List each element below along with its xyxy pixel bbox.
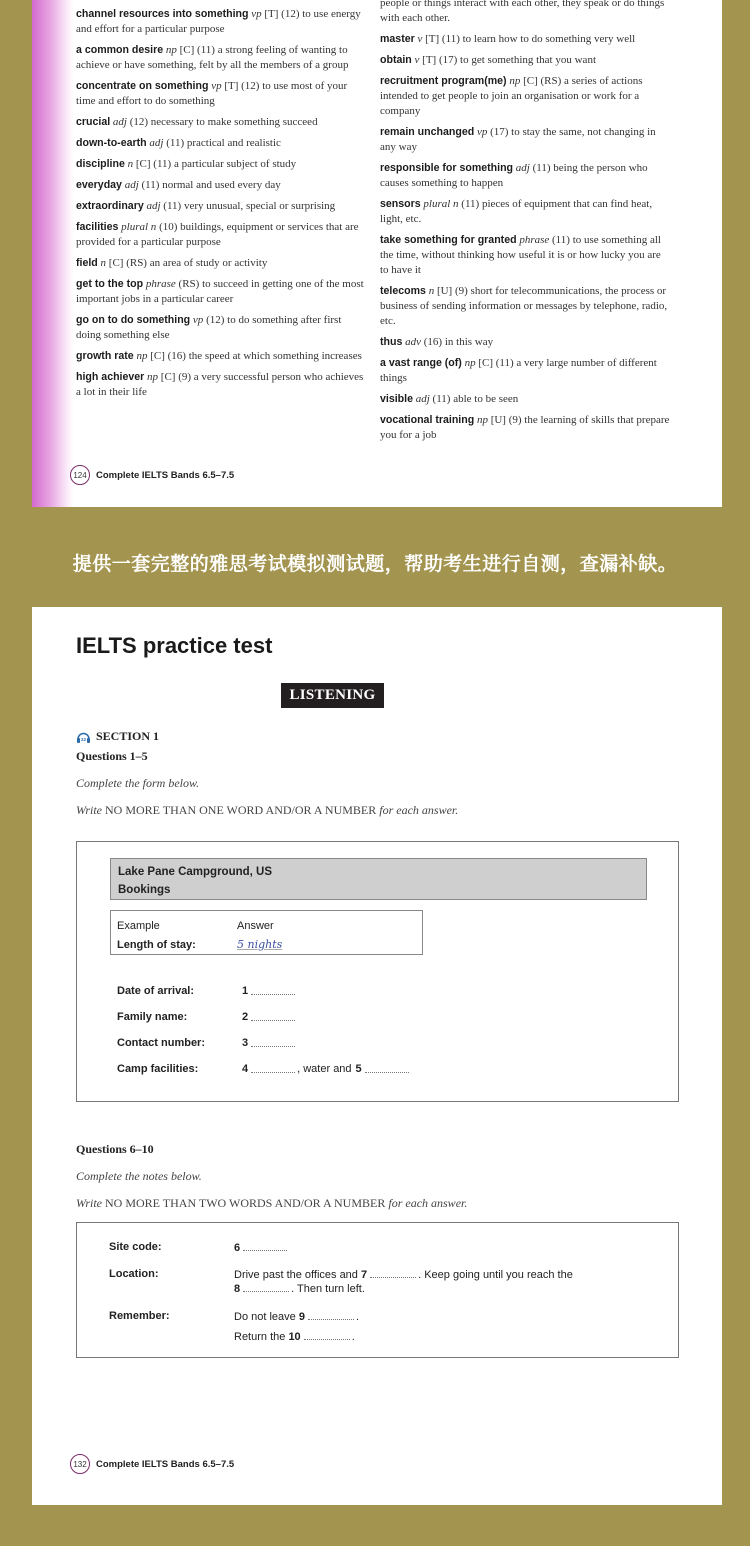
notes-box bbox=[76, 1222, 679, 1358]
word-limit-instruction-1: Write NO MORE THAN ONE WORD AND/OR A NUMBER for each answer. bbox=[76, 803, 459, 817]
glossary-entry bbox=[380, 74, 670, 119]
glossary-term: responsible for something bbox=[380, 162, 514, 174]
glossary-term: visible bbox=[380, 393, 413, 405]
entry-meta: [C] (9) bbox=[160, 371, 192, 383]
entry-meta: [C] (11) bbox=[135, 158, 172, 170]
glossary-term: obtain bbox=[380, 54, 412, 66]
form-row-contact: Contact number: 3 bbox=[117, 1037, 297, 1049]
glossary-term: channel resources into something bbox=[76, 8, 249, 20]
glossary-entry bbox=[380, 392, 670, 407]
entry-definition: a series of actions intended to get people to join an organisation or work for a company bbox=[380, 75, 643, 117]
entry-definition: an area of study or activity bbox=[149, 257, 268, 269]
entry-meta: (11) bbox=[141, 179, 160, 191]
part-of-speech: adj bbox=[415, 393, 430, 405]
entry-definition: a very successful person who achieves a lot in their life bbox=[76, 371, 364, 398]
part-of-speech: v bbox=[417, 33, 423, 45]
glossary-term: crucial bbox=[76, 116, 111, 128]
pink-margin-band bbox=[32, 0, 74, 507]
entry-definition: to get something that you want bbox=[460, 54, 596, 66]
part-of-speech: phrase bbox=[145, 278, 176, 290]
entry-definition: to succeed in getting one of the most important jobs in a particular career bbox=[76, 278, 364, 305]
entry-definition: a strong feeling of wanting to achieve or have something, felt by all the members of a group bbox=[76, 44, 349, 71]
glossary-entry bbox=[76, 115, 366, 130]
answer-blank-2[interactable] bbox=[251, 1013, 295, 1021]
location-value: Drive past the offices and 7 . Keep going until you reach the 8 . Then turn left. bbox=[234, 1269, 573, 1295]
glossary-term: take something for granted bbox=[380, 234, 517, 246]
entry-meta: (16) bbox=[423, 336, 443, 348]
entry-meta: (11) bbox=[166, 137, 185, 149]
entry-meta: [T] (12) bbox=[224, 80, 260, 92]
page-number-badge: 132 bbox=[70, 1454, 90, 1474]
glossary-term: concentrate on something bbox=[76, 80, 209, 92]
entry-meta: (17) bbox=[490, 126, 509, 138]
notes-instruction: Complete the notes below. bbox=[76, 1169, 202, 1183]
glossary-term: get to the top bbox=[76, 278, 144, 290]
part-of-speech: n bbox=[127, 158, 134, 170]
entry-definition: to use most of your time and effort to do something bbox=[76, 80, 348, 107]
glossary-entry bbox=[380, 335, 670, 350]
promo-banner: 提供一套完整的雅思考试模拟测试题，帮助考生进行自测，查漏补缺。 bbox=[72, 553, 678, 575]
part-of-speech: np bbox=[509, 75, 521, 87]
entry-meta: (11) bbox=[432, 393, 451, 405]
glossary-term: vocational training bbox=[380, 414, 475, 426]
part-of-speech: plural n bbox=[121, 221, 157, 233]
glossary-entry bbox=[76, 370, 366, 400]
glossary-entry bbox=[76, 79, 366, 109]
entry-meta: (11) bbox=[552, 234, 570, 246]
glossary-entry bbox=[380, 284, 670, 329]
entry-meta: [U] (9) bbox=[490, 414, 522, 426]
part-of-speech: n bbox=[428, 285, 435, 297]
entry-definition: the speed at which something increases bbox=[188, 350, 362, 362]
glossary-entry bbox=[380, 32, 670, 47]
part-of-speech: adj bbox=[124, 179, 139, 191]
entry-definition: being the person who causes something to happen bbox=[380, 162, 648, 189]
remember-value: Do not leave 9 . Return the 10 . bbox=[234, 1311, 360, 1343]
questions-6-10-heading: Questions 6–10 bbox=[76, 1142, 154, 1156]
entry-meta: [T] (17) bbox=[422, 54, 458, 66]
part-of-speech: vp bbox=[192, 314, 204, 326]
glossary-page bbox=[32, 0, 722, 507]
booking-form bbox=[76, 841, 679, 1102]
glossary-column-left bbox=[76, 7, 366, 406]
glossary-entry bbox=[380, 197, 670, 227]
word-limit-instruction-2: Write NO MORE THAN TWO WORDS AND/OR A NUMBER for each answer. bbox=[76, 1196, 468, 1210]
glossary-entry bbox=[76, 349, 366, 364]
entry-definition: normal and used every day bbox=[162, 179, 281, 191]
part-of-speech: adj bbox=[515, 162, 530, 174]
glossary-term: facilities bbox=[76, 221, 119, 233]
glossary-term: discipline bbox=[76, 158, 125, 170]
entry-definition: to use something all the time, without thinking how useful it is or how lucky you are to have it bbox=[380, 234, 661, 276]
entry-meta: [T] (12) bbox=[264, 8, 300, 20]
site-code-label: Site code: bbox=[109, 1241, 162, 1253]
entry-definition: in this way bbox=[444, 336, 494, 348]
glossary-term: everyday bbox=[76, 179, 122, 191]
glossary-entry bbox=[76, 136, 366, 151]
part-of-speech: v bbox=[414, 54, 420, 66]
entry-definition: buildings, equipment or services that are provided for a particular purpose bbox=[76, 221, 359, 248]
entry-meta: (11) bbox=[532, 162, 551, 174]
section-heading bbox=[76, 729, 159, 744]
glossary-entry bbox=[76, 7, 366, 37]
example-box: Example Answer Length of stay: 5 nights bbox=[110, 910, 423, 955]
glossary-term: sensors bbox=[380, 198, 421, 210]
glossary-term: go on to do something bbox=[76, 314, 191, 326]
part-of-speech: np bbox=[147, 371, 159, 383]
entry-meta: (RS) bbox=[178, 278, 200, 290]
entry-definition: to learn how to do something very well bbox=[462, 33, 636, 45]
entry-meta: (11) bbox=[163, 200, 182, 212]
part-of-speech: n bbox=[100, 257, 107, 269]
site-code-value: 6 bbox=[234, 1241, 289, 1255]
entry-definition: the learning of skills that prepare you for a job bbox=[380, 414, 670, 441]
answer-blank-4[interactable] bbox=[251, 1065, 295, 1073]
part-of-speech: np bbox=[165, 44, 177, 56]
entry-meta: [U] (9) bbox=[436, 285, 468, 297]
glossary-term: a vast range (of) bbox=[380, 357, 462, 369]
part-of-speech: adv bbox=[405, 336, 422, 348]
part-of-speech: adj bbox=[112, 116, 127, 128]
glossary-entry bbox=[76, 277, 366, 307]
page-title: IELTS practice test bbox=[76, 633, 273, 658]
handwritten-answer: 5 nights bbox=[237, 938, 283, 951]
glossary-term: remain unchanged bbox=[380, 126, 475, 138]
answer-blank-7[interactable] bbox=[370, 1270, 416, 1278]
audio-track-number: 22 bbox=[80, 737, 87, 742]
answer-blank-9[interactable] bbox=[308, 1312, 354, 1320]
entry-meta: [C] (11) bbox=[179, 44, 215, 56]
answer-blank-10[interactable] bbox=[304, 1332, 350, 1340]
part-of-speech: adj bbox=[146, 200, 161, 212]
questions-1-5-heading: Questions 1–5 bbox=[76, 749, 148, 763]
part-of-speech: plural n bbox=[423, 198, 459, 210]
glossary-entry bbox=[380, 356, 670, 386]
entry-meta: (12) bbox=[206, 314, 225, 326]
glossary-entry bbox=[76, 256, 366, 271]
entry-meta: (11) bbox=[461, 198, 480, 210]
section-label: SECTION 1 bbox=[96, 729, 160, 743]
form-row-facilities: Camp facilities: 4 , water and 5 bbox=[117, 1063, 411, 1075]
glossary-fragment: people or things interact with each other, they speak or do things with each other. bbox=[380, 0, 665, 24]
entry-meta: [T] (11) bbox=[425, 33, 460, 45]
entry-definition: to do something after first doing something else bbox=[76, 314, 342, 341]
entry-definition: a particular subject of study bbox=[173, 158, 297, 170]
form-header: Lake Pane Campground, US Bookings bbox=[110, 858, 647, 900]
glossary-entry bbox=[380, 413, 670, 443]
glossary-term: thus bbox=[380, 336, 403, 348]
page-footer-2 bbox=[70, 1454, 234, 1474]
glossary-entry bbox=[76, 199, 366, 214]
form-instruction: Complete the form below. bbox=[76, 776, 200, 790]
page-footer bbox=[70, 465, 234, 485]
glossary-term: a common desire bbox=[76, 44, 164, 56]
form-row-family-name: Family name: 2 bbox=[117, 1011, 297, 1023]
glossary-entry bbox=[76, 178, 366, 193]
entry-definition: a very large number of different things bbox=[380, 357, 657, 384]
part-of-speech: phrase bbox=[519, 234, 550, 246]
entry-definition: necessary to make something succeed bbox=[150, 116, 318, 128]
part-of-speech: np bbox=[476, 414, 488, 426]
glossary-term: field bbox=[76, 257, 98, 269]
answer-blank-6[interactable] bbox=[243, 1243, 287, 1251]
glossary-term: master bbox=[380, 33, 415, 45]
glossary-term: growth rate bbox=[76, 350, 134, 362]
entry-definition: pieces of equipment that can find heat, light, etc. bbox=[380, 198, 653, 225]
entry-definition: able to be seen bbox=[453, 393, 519, 405]
entry-meta: [C] (RS) bbox=[523, 75, 562, 87]
glossary-entry bbox=[76, 43, 366, 73]
entry-definition: short for telecommunications, the process or business of sending information or messages by telephone, radio, etc. bbox=[380, 285, 668, 327]
entry-meta: (10) bbox=[159, 221, 178, 233]
part-of-speech: vp bbox=[211, 80, 222, 92]
entry-meta: [C] (11) bbox=[478, 357, 514, 369]
glossary-column-right bbox=[380, 0, 670, 449]
remember-label: Remember: bbox=[109, 1310, 170, 1322]
part-of-speech: np bbox=[136, 350, 148, 362]
glossary-term: extraordinary bbox=[76, 200, 144, 212]
page-number-badge: 124 bbox=[70, 465, 90, 485]
entry-definition: to stay the same, not changing in any way bbox=[380, 126, 656, 153]
glossary-entry bbox=[380, 125, 670, 155]
answer-blank-8[interactable] bbox=[243, 1284, 289, 1292]
entry-meta: [C] (RS) bbox=[108, 257, 147, 269]
book-title: Complete IELTS Bands 6.5–7.5 bbox=[96, 1458, 235, 1470]
part-of-speech: vp bbox=[251, 8, 262, 20]
glossary-entry bbox=[380, 53, 670, 68]
part-of-speech: np bbox=[464, 357, 476, 369]
part-of-speech: adj bbox=[149, 137, 164, 149]
answer-blank-1[interactable] bbox=[251, 987, 295, 995]
location-label: Location: bbox=[109, 1268, 159, 1280]
book-title: Complete IELTS Bands 6.5–7.5 bbox=[96, 469, 235, 481]
glossary-entry bbox=[380, 233, 670, 278]
entry-definition: very unusual, special or surprising bbox=[183, 200, 336, 212]
glossary-term: recruitment program(me) bbox=[380, 75, 507, 87]
glossary-entry bbox=[380, 161, 670, 191]
answer-blank-5[interactable] bbox=[365, 1065, 409, 1073]
glossary-entry bbox=[76, 220, 366, 250]
entry-definition: to use energy and effort for a particular purpose bbox=[76, 8, 361, 35]
glossary-term: telecoms bbox=[380, 285, 426, 297]
form-row-arrival: Date of arrival: 1 bbox=[117, 985, 297, 997]
glossary-entry bbox=[76, 157, 366, 172]
glossary-entry bbox=[76, 313, 366, 343]
glossary-term: down-to-earth bbox=[76, 137, 147, 149]
part-of-speech: vp bbox=[476, 126, 488, 138]
listening-label: LISTENING bbox=[281, 683, 384, 708]
entry-definition: practical and realistic bbox=[186, 137, 281, 149]
answer-blank-3[interactable] bbox=[251, 1039, 295, 1047]
entry-meta: [C] (16) bbox=[150, 350, 186, 362]
entry-meta: (12) bbox=[129, 116, 149, 128]
audio-track-icon bbox=[76, 730, 91, 743]
glossary-term: high achiever bbox=[76, 371, 145, 383]
practice-test-page bbox=[32, 607, 722, 1505]
